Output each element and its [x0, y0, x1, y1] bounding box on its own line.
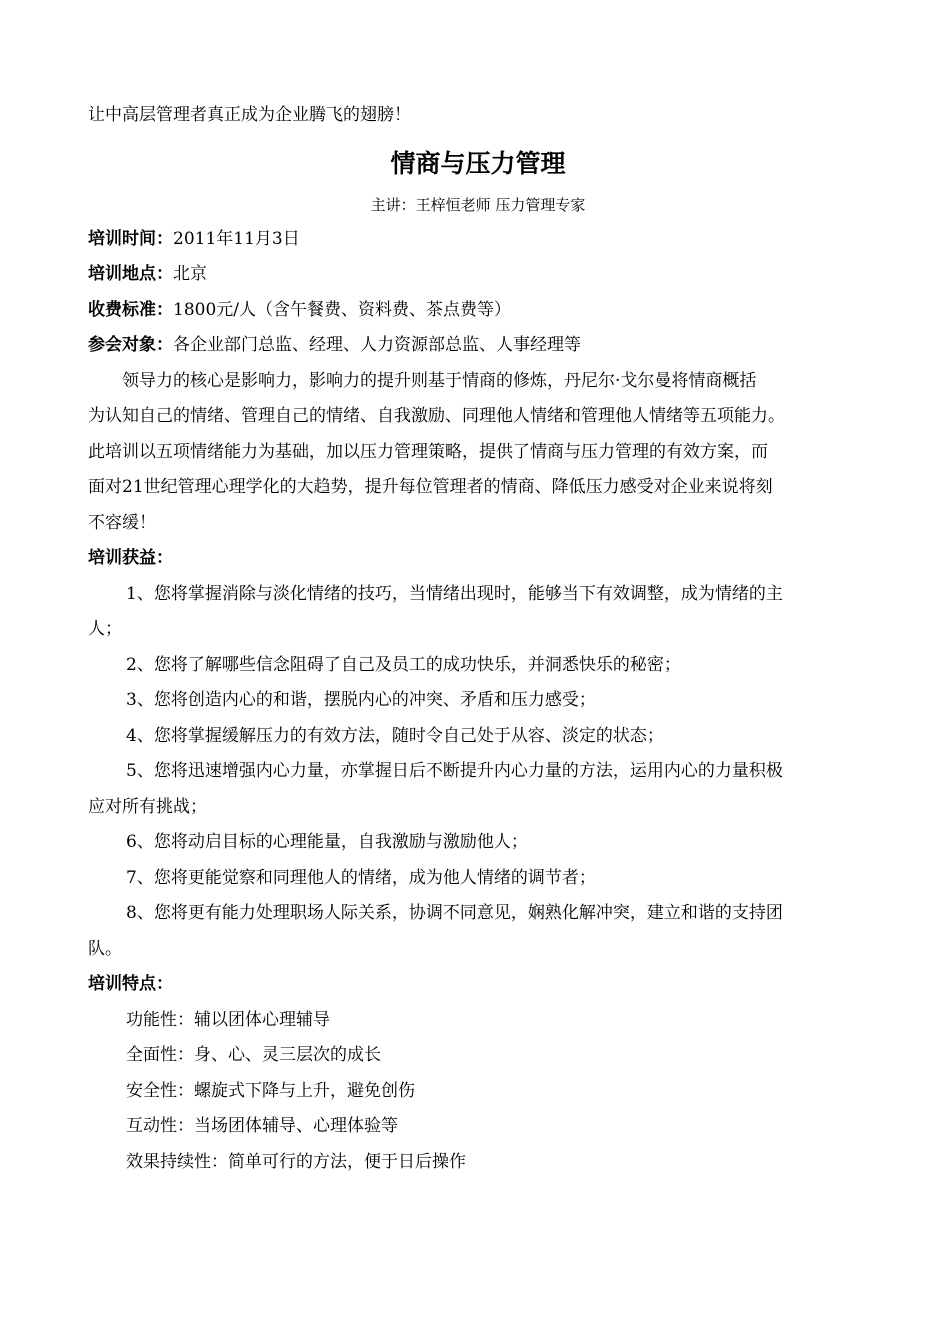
tagline: 让中高层管理者真正成为企业腾飞的翅膀！	[88, 105, 411, 125]
benefit-line: 人；	[88, 619, 122, 639]
features-heading: 培训特点：	[88, 974, 173, 994]
info-label: 培训地点：	[88, 264, 173, 284]
info-training-time	[88, 222, 868, 258]
benefit-line: 8、您将更有能力处理职场人际关系，协调不同意见，娴熟化解冲突，建立和谐的支持团	[126, 903, 783, 923]
benefit-line: 应对所有挑战；	[88, 796, 207, 817]
benefits-list	[88, 577, 868, 968]
info-value: 1800元/人（含午餐费、资料费、茶点费等）	[173, 299, 511, 320]
info-label: 参会对象：	[88, 335, 173, 355]
feature-item: 功能性：辅以团体心理辅导	[126, 1009, 330, 1030]
benefit-item: 6、您将动启目标的心理能量，自我激励与激励他人；	[126, 832, 528, 852]
benefit-item: 2、您将了解哪些信念阻碍了自己及员工的成功快乐，并洞悉快乐的秘密；	[126, 654, 681, 675]
benefit-item: 3、您将创造内心的和谐，摆脱内心的冲突、矛盾和压力感受；	[126, 690, 596, 710]
info-fee	[88, 293, 868, 329]
benefit-line: 队。	[88, 938, 122, 959]
intro-line: 面对21世纪管理心理学化的大趋势，提升每位管理者的情商、降低压力感受对企业来说将刻	[88, 477, 773, 497]
info-value: 2011年11月3日	[173, 228, 300, 249]
speaker-line: 主讲：王梓恒老师 压力管理专家	[370, 195, 586, 214]
info-value: 北京	[173, 264, 207, 284]
benefit-item	[88, 896, 868, 967]
info-value: 各企业部门总监、经理、人力资源部总监、人事经理等	[173, 335, 581, 355]
info-training-location	[88, 257, 868, 293]
benefit-line: 5、您将迅速增强内心力量，亦掌握日后不断提升内心力量的方法，运用内心的力量积极	[126, 761, 783, 781]
info-label: 培训时间：	[88, 228, 173, 249]
info-audience	[88, 328, 868, 364]
info-label: 收费标准：	[88, 299, 173, 320]
feature-item: 全面性：身、心、灵三层次的成长	[126, 1045, 381, 1065]
intro-line: 领导力的核心是影响力，影响力的提升则基于情商的修炼，丹尼尔·戈尔曼将情商概括	[122, 370, 757, 391]
document-page	[88, 98, 868, 1180]
benefit-item: 4、您将掌握缓解压力的有效方法，随时令自己处于从容、淡定的状态；	[126, 725, 664, 746]
benefit-item	[88, 754, 868, 825]
benefit-item	[88, 577, 868, 648]
benefits-heading: 培训获益：	[88, 548, 173, 568]
intro-line: 不容缓！	[88, 512, 156, 533]
benefit-line: 1、您将掌握消除与淡化情绪的技巧，当情绪出现时，能够当下有效调整，成为情绪的主	[126, 583, 783, 604]
intro-line: 为认知自己的情绪、管理自己的情绪、自我激励、同理他人情绪和管理他人情绪等五项能力。	[88, 406, 785, 426]
intro-line: 此培训以五项情绪能力为基础，加以压力管理策略，提供了情商与压力管理的有效方案，而	[88, 441, 768, 462]
feature-item: 互动性：当场团体辅导、心理体验等	[126, 1116, 398, 1136]
page-title: 情商与压力管理	[390, 148, 566, 178]
intro-paragraph	[88, 364, 868, 542]
feature-item: 安全性：螺旋式下降与上升，避免创伤	[126, 1080, 415, 1101]
features-list	[88, 1003, 868, 1181]
feature-item: 效果持续性：简单可行的方法，便于日后操作	[126, 1151, 466, 1172]
benefit-item: 7、您将更能觉察和同理他人的情绪，成为他人情绪的调节者；	[126, 867, 596, 888]
